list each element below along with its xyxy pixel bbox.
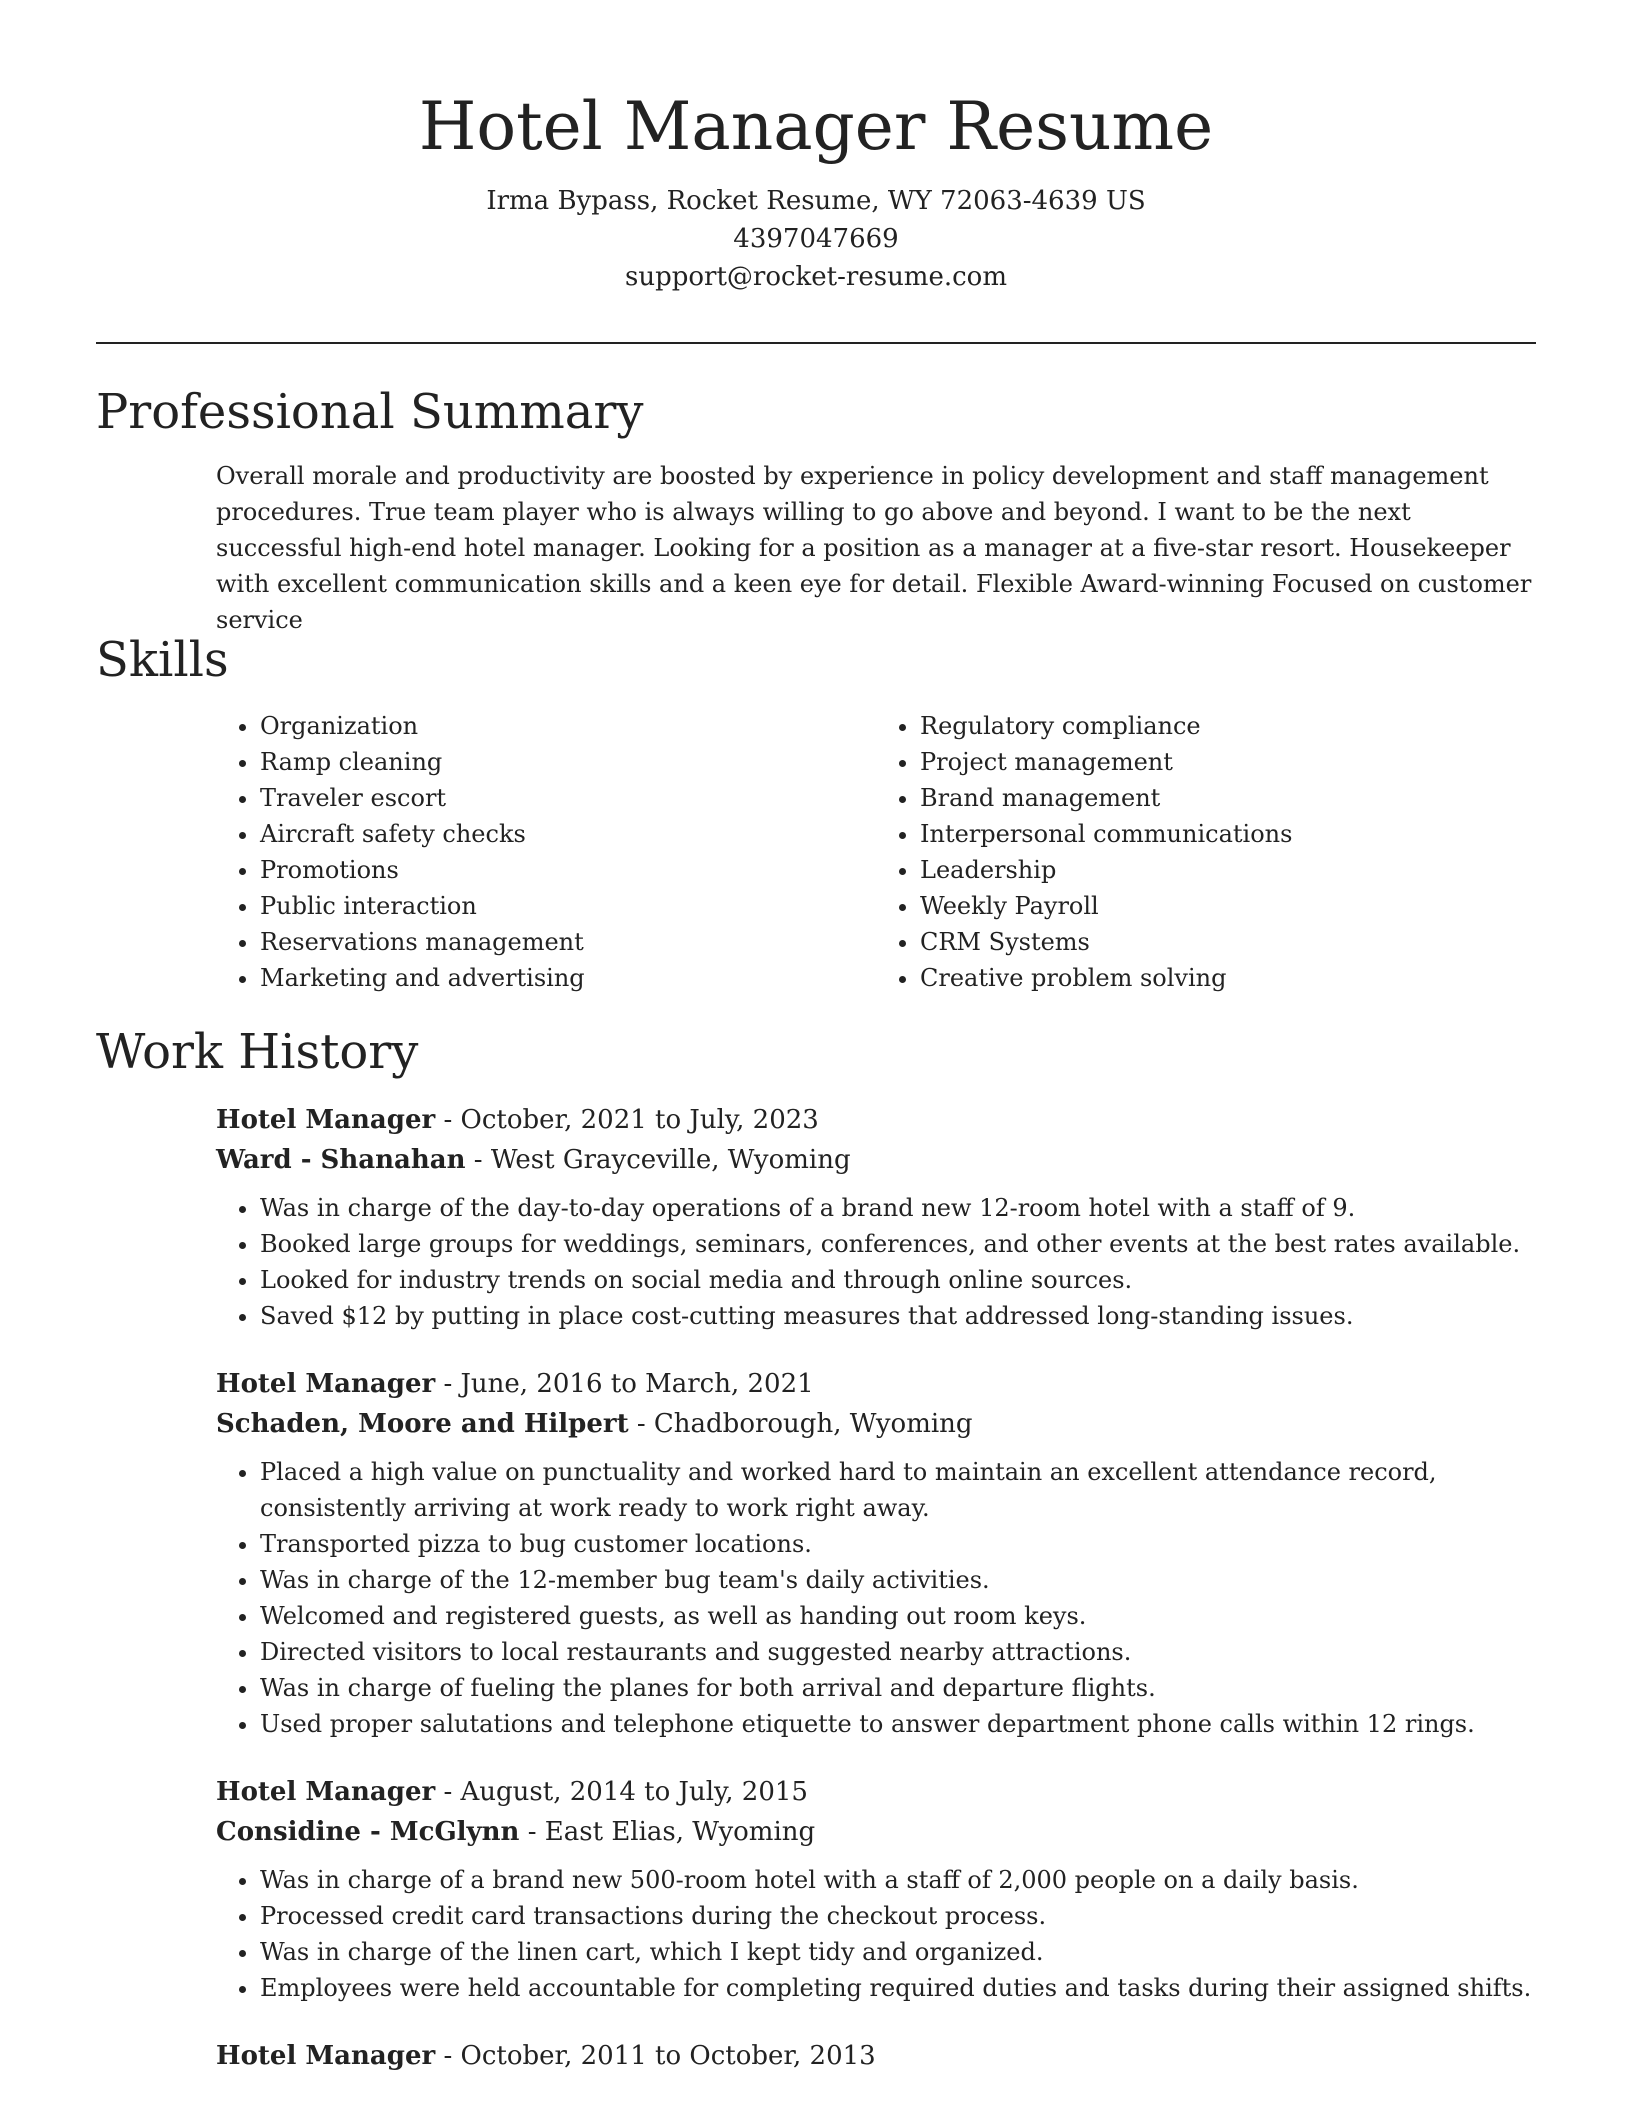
job-title xyxy=(216,1100,1536,1140)
job-bullet: • Was in charge of the 12-member bug team's daily activities. xyxy=(260,1562,1536,1598)
skill-item: • Creative problem solving xyxy=(920,960,1536,996)
resume-title: Hotel Manager Resume xyxy=(418,88,1214,165)
job-bullets xyxy=(96,1190,1536,1334)
job-entry xyxy=(216,1772,1536,2006)
job-bullet: • Was in charge of the day-to-day operations of a brand new 12-room hotel with a staff of 9. xyxy=(260,1190,1536,1226)
job-company-line xyxy=(216,1812,1536,1852)
job-bullet: • Placed a high value on punctuality and worked hard to maintain an excellent attendance record, consistently arriving at work ready to work right away. xyxy=(260,1454,1536,1526)
job-bullet: • Was in charge of a brand new 500-room hotel with a staff of 2,000 people on a daily basis. xyxy=(260,1862,1536,1898)
job-dates: - October, 2021 to July, 2023 xyxy=(435,1105,819,1135)
skills-section xyxy=(96,628,1536,996)
job-bullet: • Employees were held accountable for completing required duties and tasks during their assigned shifts. xyxy=(260,1970,1536,2006)
job-bullet: • Transported pizza to bug customer locations. xyxy=(260,1526,1536,1562)
work-history-section xyxy=(96,1020,1536,2076)
skills-list-left xyxy=(216,708,876,996)
job-company: Ward - Shanahan xyxy=(216,1145,466,1175)
job-bullet: • Looked for industry trends on social media and through online sources. xyxy=(260,1262,1536,1298)
skills-heading: Skills xyxy=(96,632,229,688)
skill-item: • Organization xyxy=(260,708,876,744)
job-bullet: • Was in charge of fueling the planes for both arrival and departure flights. xyxy=(260,1670,1536,1706)
job-bullet: • Welcomed and registered guests, as well as handing out room keys. xyxy=(260,1598,1536,1634)
skills-columns xyxy=(216,708,1536,996)
address: Irma Bypass, Rocket Resume, WY 72063-4639 US xyxy=(486,186,1146,216)
skill-item: • Promotions xyxy=(260,852,876,888)
work-history-heading: Work History xyxy=(96,1024,419,1080)
skill-item: • Interpersonal communications xyxy=(920,816,1536,852)
skills-list-right xyxy=(876,708,1536,996)
job-location: - Chadborough, Wyoming xyxy=(628,1409,973,1439)
skill-item: • Leadership xyxy=(920,852,1536,888)
job-location: - West Grayceville, Wyoming xyxy=(465,1145,851,1175)
resume-header xyxy=(0,0,1632,296)
job-dates: - June, 2016 to March, 2021 xyxy=(435,1369,814,1399)
skill-item: • Project management xyxy=(920,744,1536,780)
job-company-line xyxy=(216,1404,1536,1444)
header-divider xyxy=(96,342,1536,344)
skill-item: • Ramp cleaning xyxy=(260,744,876,780)
job-dates: - October, 2011 to October, 2013 xyxy=(435,2041,876,2071)
job-bullet: • Processed credit card transactions during the checkout process. xyxy=(260,1898,1536,1934)
job-title xyxy=(216,1772,1536,1812)
job-title xyxy=(216,1364,1536,1404)
skill-item: • Marketing and advertising xyxy=(260,960,876,996)
summary-text: Overall morale and productivity are boosted by experience in policy development and staff management procedures. True team player who is always willing to go above and beyond. I want to be the next successful high-end hotel manager. Looking for a position as a manager at a five-star resort. Housekeeper with excellent communication skills and a keen eye for detail. Flexible Award-winning Focused on customer service xyxy=(216,462,1532,634)
job-bullets xyxy=(96,1862,1536,2006)
job-entry xyxy=(216,2036,1536,2076)
job-role: Hotel Manager xyxy=(216,1369,436,1399)
skill-item: • Traveler escort xyxy=(260,780,876,816)
job-role: Hotel Manager xyxy=(216,2041,436,2071)
summary-heading: Professional Summary xyxy=(96,384,644,440)
job-entry xyxy=(216,1364,1536,1742)
skill-item: • Brand management xyxy=(920,780,1536,816)
job-dates: - August, 2014 to July, 2015 xyxy=(435,1777,808,1807)
job-bullet: • Was in charge of the linen cart, which I kept tidy and organized. xyxy=(260,1934,1536,1970)
skill-item: • Aircraft safety checks xyxy=(260,816,876,852)
job-company: Schaden, Moore and Hilpert xyxy=(216,1409,629,1439)
skill-item: • Public interaction xyxy=(260,888,876,924)
job-bullet: • Booked large groups for weddings, seminars, conferences, and other events at the best rates available. xyxy=(260,1226,1536,1262)
job-bullet: • Saved $12 by putting in place cost-cutting measures that addressed long-standing issues. xyxy=(260,1298,1536,1334)
skill-item: • Weekly Payroll xyxy=(920,888,1536,924)
job-company: Considine - McGlynn xyxy=(216,1817,520,1847)
email: support@rocket-resume.com xyxy=(624,262,1007,292)
job-location: - East Elias, Wyoming xyxy=(519,1817,816,1847)
job-bullet: • Used proper salutations and telephone etiquette to answer department phone calls within 12 rings. xyxy=(260,1706,1536,1742)
job-title xyxy=(216,2036,1536,2076)
job-company-line xyxy=(216,1140,1536,1180)
job-bullets xyxy=(96,1454,1536,1742)
job-bullet: • Directed visitors to local restaurants and suggested nearby attractions. xyxy=(260,1634,1536,1670)
skill-item: • Reservations management xyxy=(260,924,876,960)
skill-item: • Regulatory compliance xyxy=(920,708,1536,744)
phone: 4397047669 xyxy=(733,224,899,254)
job-role: Hotel Manager xyxy=(216,1777,436,1807)
job-entry xyxy=(216,1100,1536,1334)
job-role: Hotel Manager xyxy=(216,1105,436,1135)
skill-item: • CRM Systems xyxy=(920,924,1536,960)
summary-section xyxy=(96,380,1536,638)
